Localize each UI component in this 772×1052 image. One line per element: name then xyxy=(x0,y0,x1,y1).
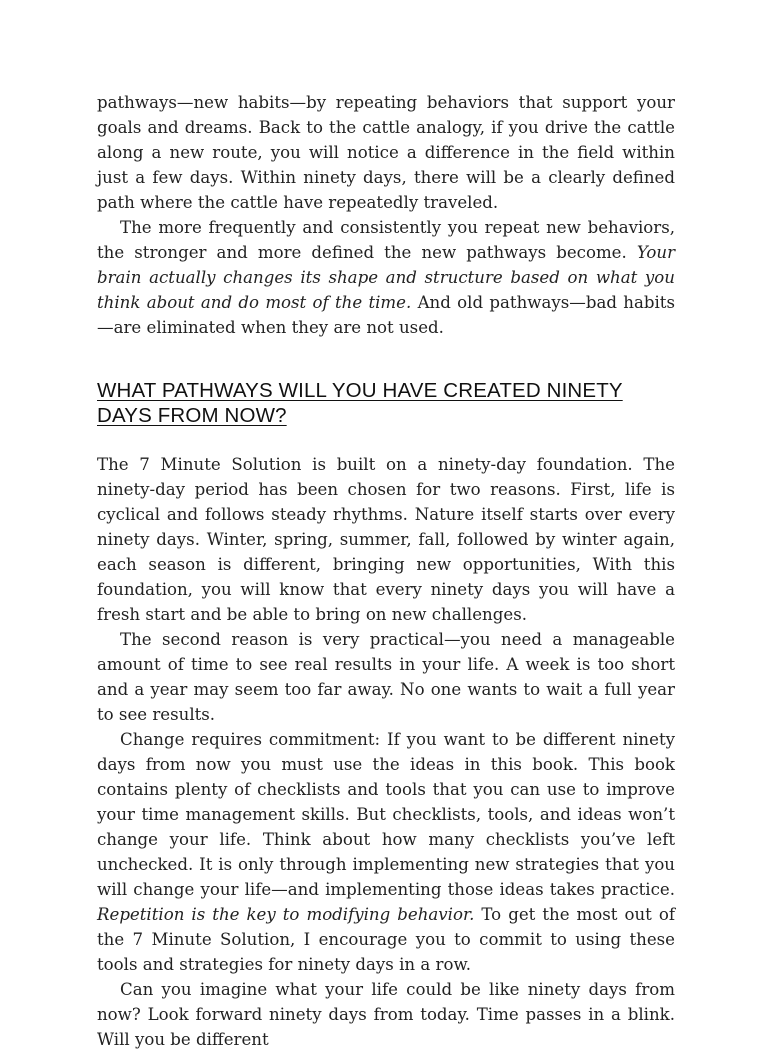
section-heading: WHAT PATHWAYS WILL YOU HAVE CREATED NINETY DAYS FROM NOW? xyxy=(97,379,623,427)
italic-emphasis: Repetition is the key to modifying behavior. xyxy=(97,905,475,924)
paragraph-pathways-intro xyxy=(97,90,675,215)
paragraph-second-reason xyxy=(97,627,675,727)
italic-emphasis: Your brain actually changes its shape and structure based on what you think about and do most of the time. xyxy=(97,243,675,312)
paragraph-text: Change requires commitment: If you want to be different ninety days from now you must use the ideas in this book. This book contains plenty of checklists and tools that you can use to improve your time management skills. But checklists, tools, and ideas won’t change your life. Think about how many checklists you’ve left unchecked. It is only through implementing new strategies that you will change your life—and implementing those ideas takes practice. xyxy=(97,730,675,899)
paragraph-text: The 7 Minute Solution is built on a ninety-day foundation. The ninety-day period has been chosen for two reasons. First, life is cyclical and follows steady rhythms. Nature itself starts over every ninety days. Winter, spring, summer, fall, followed by winter again, each season is different, bringing new opportunities, With this foundation, you will know that every ninety days you will have a fresh start and be able to bring on new challenges. xyxy=(97,455,675,624)
paragraph-text: To get the most out of the 7 Minute Solution, I encourage you to commit to using these tools and strategies for ninety days in a row. xyxy=(97,905,675,974)
paragraph-text: Can you imagine what your life could be like ninety days from now? Look forward ninety days from today. Time passes in a blink. Will you be different xyxy=(97,980,675,1049)
paragraph-text: pathways—new habits—by repeating behaviors that support your goals and dreams. Back to the cattle analogy, if you drive the cattle along a new route, you will notice a difference in the field within just a few days. Within ninety days, there will be a clearly defined path where the cattle have repeatedly traveled. xyxy=(97,93,675,212)
paragraph-text: And old pathways—bad habits—are eliminated when they are not used. xyxy=(97,293,675,337)
paragraph-text: The more frequently and consistently you repeat new behaviors, the stronger and more defined the new pathways become. xyxy=(97,218,675,262)
paragraph-commitment xyxy=(97,727,675,977)
paragraph-repetition xyxy=(97,215,675,340)
paragraph-text: The second reason is very practical—you need a manageable amount of time to see real results in your life. A week is too short and a year may seem too far away. No one wants to wait a full year to see results. xyxy=(97,630,675,724)
paragraph-imagine xyxy=(97,977,675,1052)
paragraph-foundation xyxy=(97,452,675,627)
document-page xyxy=(97,90,675,1052)
